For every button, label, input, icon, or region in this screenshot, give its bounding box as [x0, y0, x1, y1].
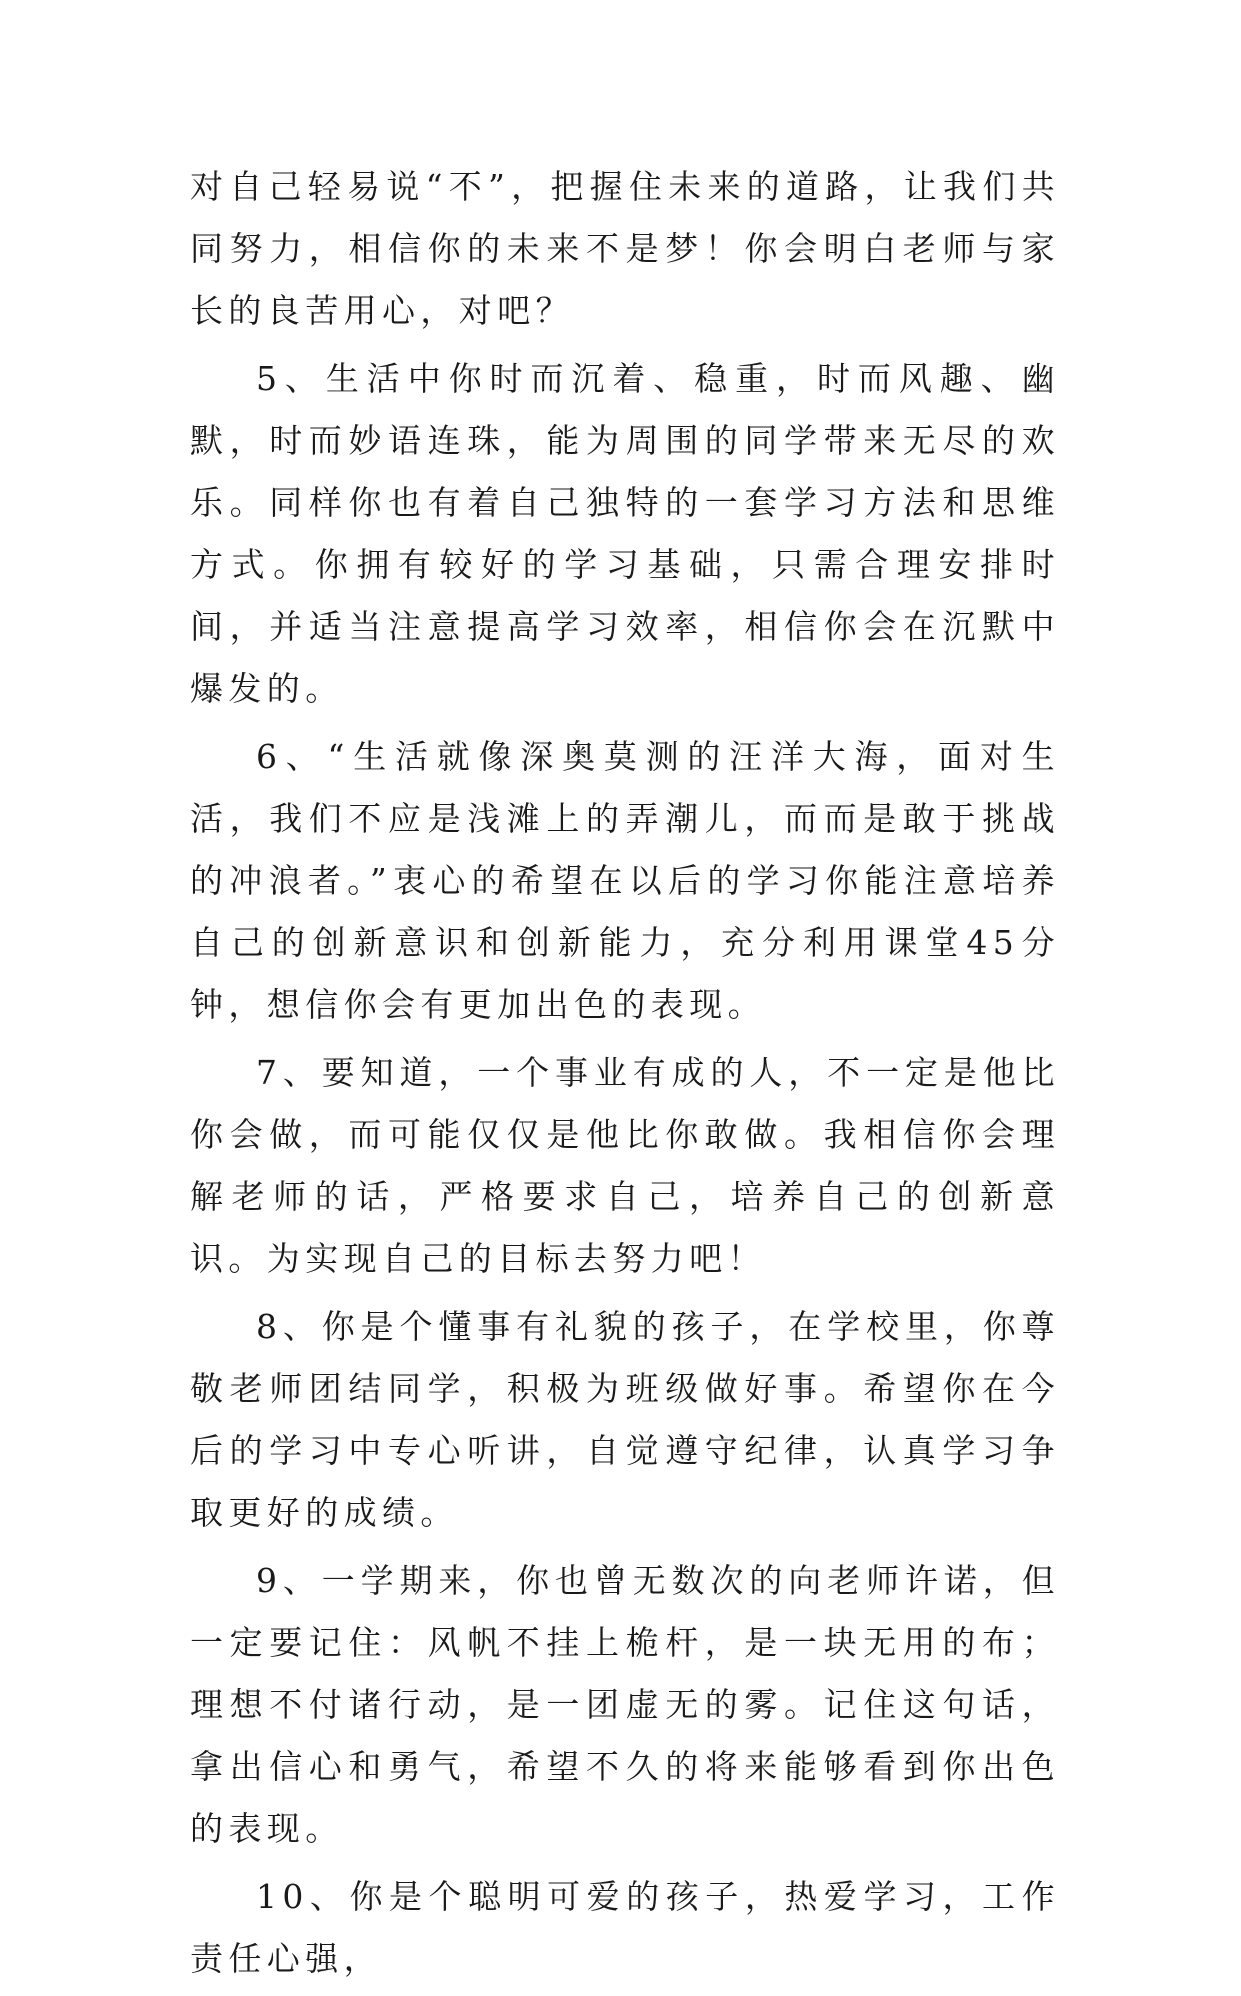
paragraph-item-8: 8、你是个懂事有礼貌的孩子，在学校里，你尊敬老师团结同学，积极为班级做好事。希望你在今后的学习中专心听讲，自觉遵守纪律，认真学习争取更好的成绩。: [190, 1307, 1060, 1532]
paragraph-item-10: 10、你是个聪明可爱的孩子，热爱学习，工作责任心强，: [190, 1877, 1060, 1978]
paragraph-item-6: 6、“生活就像深奥莫测的汪洋大海，面对生活，我们不应是浅滩上的弄潮儿，而而是敢于挑战的冲浪者。”衷心的希望在以后的学习你能注意培养自己的创新意识和创新能力，充分利用课堂45分钟，想信你会有更加出色的表现。: [190, 737, 1060, 1024]
paragraph-continuation: 对自己轻易说“不”，把握住未来的道路，让我们共同努力，相信你的未来不是梦！你会明白老师与家长的良苦用心，对吧？: [190, 167, 1060, 330]
document-body: [190, 156, 1060, 1996]
paragraph-item-7: 7、要知道，一个事业有成的人，不一定是他比你会做，而可能仅仅是他比你敢做。我相信你会理解老师的话，严格要求自己，培养自己的创新意识。为实现自己的目标去努力吧！: [190, 1053, 1060, 1278]
paragraph-item-9: 9、一学期来，你也曾无数次的向老师许诺，但一定要记住：风帆不挂上桅杆，是一块无用的布；理想不付诸行动，是一团虚无的雾。记住这句话，拿出信心和勇气，希望不久的将来能够看到你出色的表现。: [190, 1561, 1060, 1848]
paragraph-item-5: 5、生活中你时而沉着、稳重，时而风趣、幽默，时而妙语连珠，能为周围的同学带来无尽的欢乐。同样你也有着自己独特的一套学习方法和思维方式。你拥有较好的学习基础，只需合理安排时间，并适当注意提高学习效率，相信你会在沉默中爆发的。: [190, 359, 1060, 708]
